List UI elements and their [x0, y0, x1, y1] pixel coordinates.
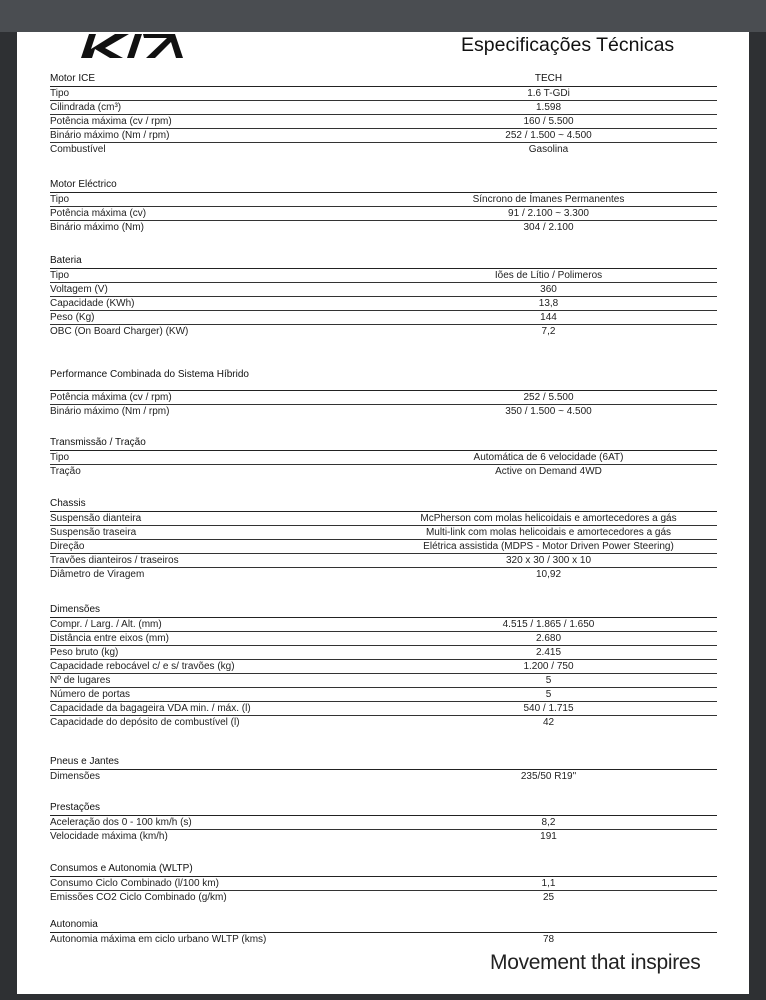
spec-section: [50, 603, 717, 730]
spec-row: [50, 391, 717, 405]
spec-value: 42: [542, 717, 555, 728]
section-header: [50, 862, 717, 877]
spec-label: Voltagem (V): [50, 284, 108, 295]
spec-row: [50, 221, 717, 235]
section-title: Pneus e Jantes: [50, 756, 119, 767]
spec-row: [50, 554, 717, 568]
spec-value: 91 / 2.100 ~ 3.300: [508, 208, 589, 219]
section-header-value: [340, 918, 717, 932]
spec-label: Diâmetro de Viragem: [50, 569, 145, 580]
spec-value: 4.515 / 1.865 / 1.650: [502, 619, 595, 630]
spec-label: Potência máxima (cv / rpm): [50, 116, 172, 127]
spec-label: Binário máximo (Nm / rpm): [50, 406, 170, 417]
spec-row: [50, 933, 717, 947]
spec-value: Gasolina: [528, 144, 569, 155]
spec-value: 360: [540, 284, 557, 295]
section-header-value: [340, 862, 717, 876]
section-header: [50, 918, 717, 933]
spec-section: [50, 801, 717, 844]
spec-value: 5: [545, 689, 552, 700]
section-header-value: [340, 436, 717, 450]
spec-row: [50, 283, 717, 297]
section-title: Prestações: [50, 802, 101, 813]
spec-label: Nº de lugares: [50, 675, 111, 686]
spec-row: [50, 660, 717, 674]
spec-label: Consumo Ciclo Combinado (l/100 km): [50, 878, 219, 889]
spec-row: [50, 129, 717, 143]
section-header: [50, 497, 717, 512]
spec-section: [50, 497, 717, 582]
spec-row: [50, 816, 717, 830]
section-header-value: TECH: [534, 73, 563, 84]
spec-label: Capacidade da bagageira VDA min. / máx. (l): [50, 703, 251, 714]
spec-row: [50, 207, 717, 221]
spec-value: 8,2: [541, 817, 556, 828]
spec-row: [50, 702, 717, 716]
spec-value: 13,8: [538, 298, 559, 309]
spec-row: [50, 618, 717, 632]
spec-row: [50, 311, 717, 325]
section-title: Consumos e Autonomia (WLTP): [50, 863, 193, 874]
spec-row: [50, 540, 717, 554]
top-bar: [0, 0, 766, 32]
spec-row: [50, 451, 717, 465]
spec-label: Distância entre eixos (mm): [50, 633, 169, 644]
section-header-value: [340, 254, 717, 268]
spec-value: 252 / 5.500: [523, 392, 574, 403]
spec-value: 304 / 2.100: [523, 222, 574, 233]
section-header: [50, 254, 717, 269]
spec-row: [50, 512, 717, 526]
spec-value: 1.598: [535, 102, 562, 113]
spec-value: 252 / 1.500 ~ 4.500: [505, 130, 592, 141]
section-title: Autonomia: [50, 919, 98, 930]
spec-label: Capacidade do depósito de combustível (l): [50, 717, 240, 728]
section-title: Bateria: [50, 255, 82, 266]
spec-row: [50, 115, 717, 129]
spec-value: 7,2: [541, 326, 556, 337]
section-header-value: [340, 603, 717, 617]
spec-value: 2.680: [535, 633, 562, 644]
spec-row: [50, 632, 717, 646]
spec-label: Aceleração dos 0 - 100 km/h (s): [50, 817, 192, 828]
spec-label: Tipo: [50, 270, 70, 281]
section-header-value: [340, 368, 717, 382]
spec-label: Capacidade rebocável c/ e s/ travões (kg): [50, 661, 235, 672]
spec-row: [50, 674, 717, 688]
spec-value: 235/50 R19": [520, 771, 577, 782]
spec-section: [50, 178, 717, 235]
section-title: Motor Eléctrico: [50, 179, 117, 190]
spec-label: Suspensão traseira: [50, 527, 137, 538]
spec-label: Dimensões: [50, 771, 101, 782]
section-header-value: [340, 497, 717, 511]
spec-row: [50, 716, 717, 730]
spec-label: Peso (Kg): [50, 312, 95, 323]
spec-value: 2.415: [535, 647, 562, 658]
section-title: Dimensões: [50, 604, 101, 615]
spec-value: 1.6 T-GDi: [527, 88, 570, 99]
spec-row: [50, 325, 717, 339]
spec-value: 25: [542, 892, 555, 903]
spec-label: Velocidade máxima (km/h): [50, 831, 168, 842]
spec-label: Suspensão dianteira: [50, 513, 142, 524]
spec-section: [50, 72, 717, 157]
spec-row: [50, 830, 717, 844]
spec-row: [50, 688, 717, 702]
section-header-value: [340, 755, 717, 769]
spec-value: 160 / 5.500: [523, 116, 574, 127]
spec-value: Iões de Lítio / Polimeros: [494, 270, 603, 281]
section-header: [50, 72, 717, 87]
spec-row: [50, 143, 717, 157]
spec-label: Binário máximo (Nm / rpm): [50, 130, 170, 141]
spec-label: Número de portas: [50, 689, 131, 700]
bottom-bar: [0, 994, 766, 1000]
spec-section: [50, 862, 717, 905]
spec-value: 540 / 1.715: [523, 703, 574, 714]
spec-row: [50, 101, 717, 115]
section-header-value: [340, 178, 717, 192]
spec-value: McPherson com molas helicoidais e amortecedores a gás: [420, 513, 677, 524]
spec-section: [50, 755, 717, 784]
spec-row: [50, 770, 717, 784]
spec-row: [50, 526, 717, 540]
spec-row: [50, 269, 717, 283]
section-title: Performance Combinada do Sistema Híbrido: [50, 369, 249, 380]
spec-value: Síncrono de Ímanes Permanentes: [472, 194, 625, 205]
section-title: Chassis: [50, 498, 86, 509]
tagline: Movement that inspires: [490, 951, 701, 974]
spec-label: Combustível: [50, 144, 106, 155]
spec-row: [50, 891, 717, 905]
kia-logo: [79, 32, 201, 65]
spec-section: [50, 436, 717, 479]
spec-row: [50, 646, 717, 660]
spec-row: [50, 877, 717, 891]
section-header: [50, 801, 717, 816]
spec-label: Potência máxima (cv / rpm): [50, 392, 172, 403]
document-title: Especificações Técnicas: [461, 34, 675, 56]
spec-label: Tração: [50, 466, 81, 477]
spec-row: [50, 87, 717, 101]
section-header: [50, 755, 717, 770]
spec-value: 5: [545, 675, 552, 686]
spec-label: Cilindrada (cm³): [50, 102, 122, 113]
spec-section: [50, 368, 717, 419]
spec-label: Binário máximo (Nm): [50, 222, 144, 233]
spec-row: [50, 193, 717, 207]
spec-value: 1.200 / 750: [523, 661, 574, 672]
spec-value: 10,92: [535, 569, 562, 580]
spec-value: 191: [540, 831, 557, 842]
section-header: [50, 178, 717, 193]
spec-section: [50, 254, 717, 339]
spec-label: Tipo: [50, 88, 70, 99]
spec-label: OBC (On Board Charger) (KW): [50, 326, 189, 337]
spec-value: Automática de 6 velocidade (6AT): [473, 452, 624, 463]
spec-row: [50, 568, 717, 582]
spec-value: 78: [542, 934, 555, 945]
spec-value: Elétrica assistida (MDPS - Motor Driven Power Steering): [423, 541, 674, 552]
section-header-value: [340, 801, 717, 815]
spec-row: [50, 465, 717, 479]
section-header: [50, 603, 717, 618]
spec-label: Travões dianteiros / traseiros: [50, 555, 179, 566]
spec-label: Peso bruto (kg): [50, 647, 119, 658]
spec-label: Potência máxima (cv): [50, 208, 147, 219]
spec-label: Direção: [50, 541, 85, 552]
spec-label: Capacidade (KWh): [50, 298, 135, 309]
spec-section: [50, 918, 717, 947]
spec-row: [50, 297, 717, 311]
section-title: Transmissão / Tração: [50, 437, 146, 448]
spec-value: 1,1: [541, 878, 556, 889]
spec-value: 350 / 1.500 ~ 4.500: [505, 406, 592, 417]
spec-value: 144: [540, 312, 557, 323]
spec-label: Emissões CO2 Ciclo Combinado (g/km): [50, 892, 227, 903]
section-title: Motor ICE: [50, 73, 96, 84]
spec-label: Autonomia máxima em ciclo urbano WLTP (kms): [50, 934, 267, 945]
section-header: [50, 436, 717, 451]
spec-row: [50, 405, 717, 419]
spec-value: 320 x 30 / 300 x 10: [505, 555, 592, 566]
spec-label: Tipo: [50, 194, 70, 205]
spec-value: Active on Demand 4WD: [495, 466, 602, 477]
section-header: [50, 368, 717, 382]
spec-value: Multi-link com molas helicoidais e amortecedores a gás: [425, 527, 672, 538]
spec-label: Tipo: [50, 452, 70, 463]
spec-label: Compr. / Larg. / Alt. (mm): [50, 619, 162, 630]
